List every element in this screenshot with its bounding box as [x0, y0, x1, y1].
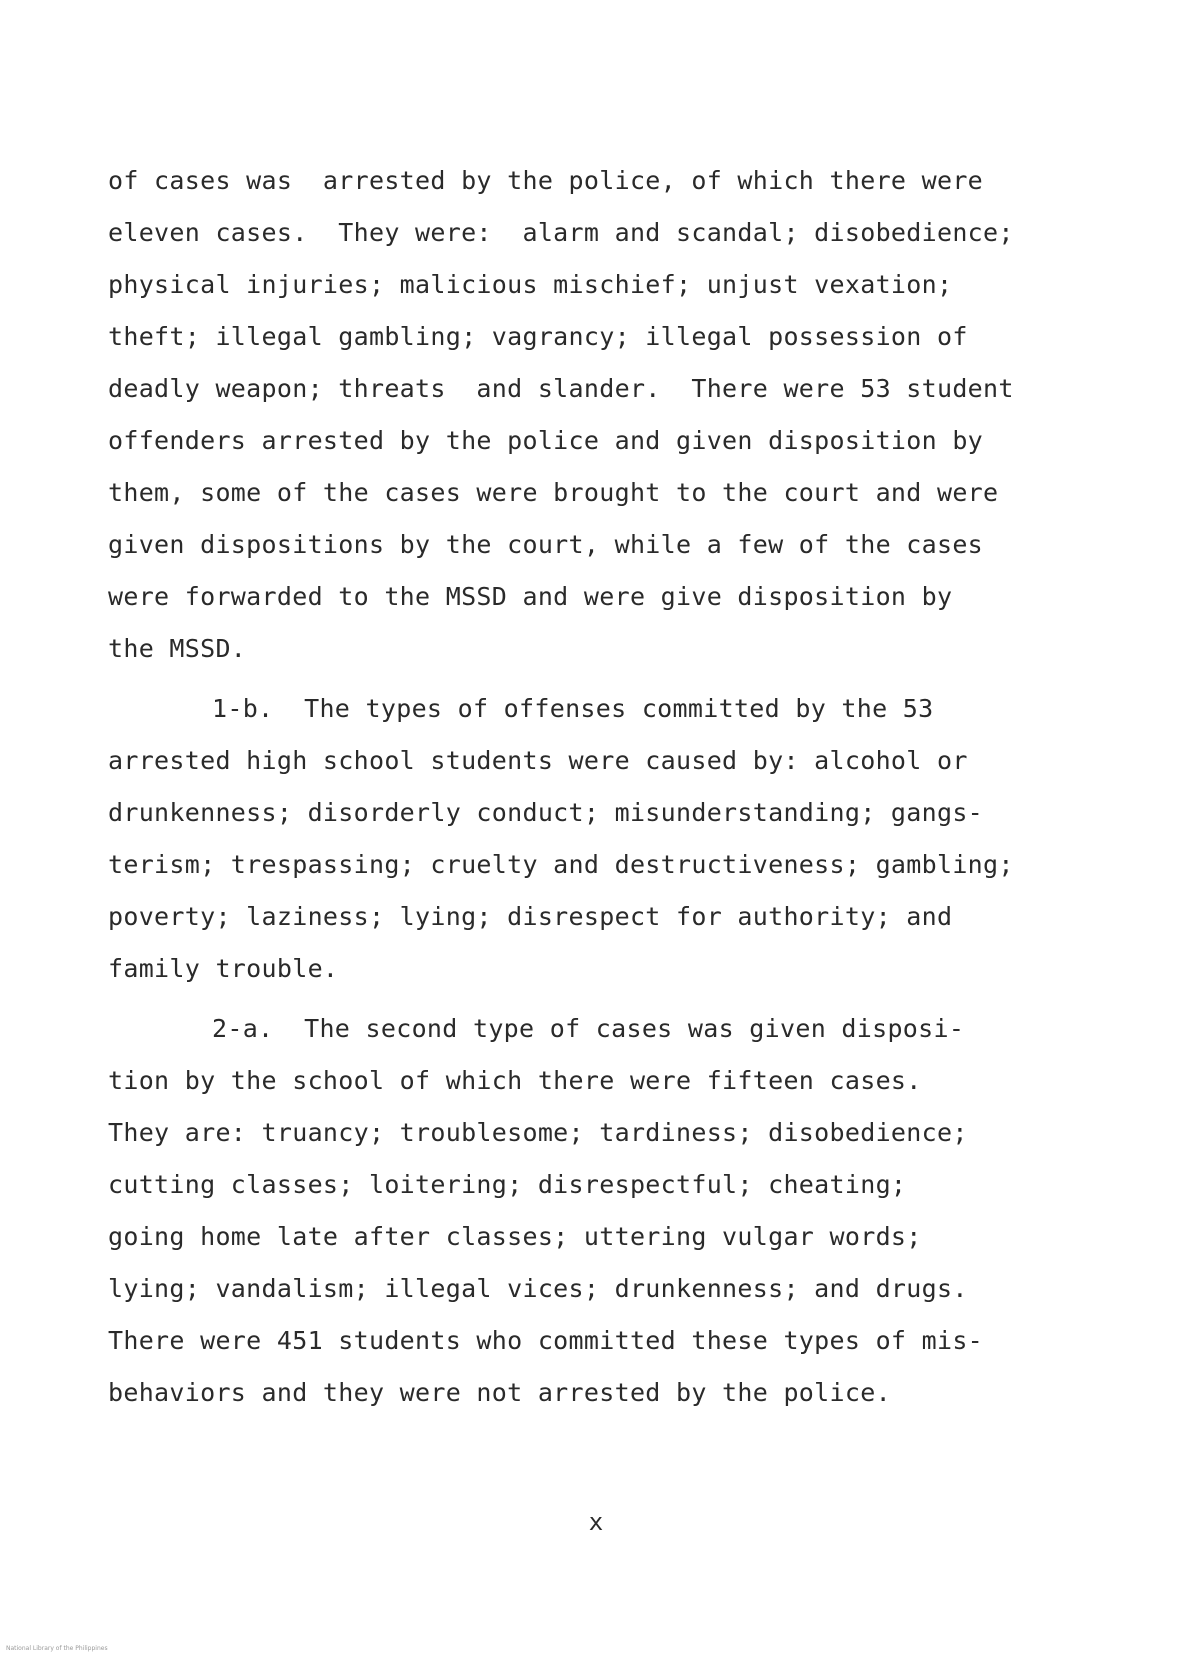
- document-body: [108, 155, 1068, 1419]
- paragraph-2: [108, 683, 1068, 995]
- text-line: eleven cases. They were: alarm and scandal; disobedience;: [108, 218, 1014, 247]
- text-line: offenders arrested by the police and given disposition by: [108, 426, 984, 455]
- text-line: physical injuries; malicious mischief; unjust vexation;: [108, 270, 953, 299]
- text-line: They are: truancy; troublesome; tardiness; disobedience;: [108, 1118, 968, 1147]
- text-line: deadly weapon; threats and slander. There were 53 student: [108, 374, 1014, 403]
- text-line: family trouble.: [108, 954, 339, 983]
- text-line: behaviors and they were not arrested by the police.: [108, 1378, 891, 1407]
- text-line: There were 451 students who committed these types of mis-: [108, 1326, 984, 1355]
- text-line: theft; illegal gambling; vagrancy; illegal possession of: [108, 322, 968, 351]
- footer-note: National Library of the Philippines: [6, 1645, 108, 1652]
- text-line: tion by the school of which there were fifteen cases.: [108, 1066, 922, 1095]
- text-line: poverty; laziness; lying; disrespect for authority; and: [108, 902, 953, 931]
- text-line: arrested high school students were caused by: alcohol or: [108, 746, 968, 775]
- text-line: terism; trespassing; cruelty and destructiveness; gambling;: [108, 850, 1014, 879]
- text-line: 2-a. The second type of cases was given disposi-: [212, 1014, 965, 1043]
- paragraph-gap: [108, 675, 1068, 683]
- paragraph-gap: [108, 995, 1068, 1003]
- text-line: lying; vandalism; illegal vices; drunkenness; and drugs.: [108, 1274, 968, 1303]
- text-line: going home late after classes; uttering vulgar words;: [108, 1222, 922, 1251]
- text-line: them, some of the cases were brought to the court and were: [108, 478, 999, 507]
- text-line: cutting classes; loitering; disrespectful; cheating;: [108, 1170, 907, 1199]
- text-line: given dispositions by the court, while a few of the cases: [108, 530, 984, 559]
- text-line: the MSSD.: [108, 634, 247, 663]
- text-line: were forwarded to the MSSD and were give disposition by: [108, 582, 953, 611]
- page-number: x: [588, 1508, 604, 1536]
- paragraph-3: [108, 1003, 1068, 1419]
- paragraph-1: [108, 155, 1068, 675]
- text-line: 1-b. The types of offenses committed by the 53: [212, 694, 934, 723]
- text-line: drunkenness; disorderly conduct; misunderstanding; gangs-: [108, 798, 984, 827]
- text-line: of cases was arrested by the police, of which there were: [108, 166, 984, 195]
